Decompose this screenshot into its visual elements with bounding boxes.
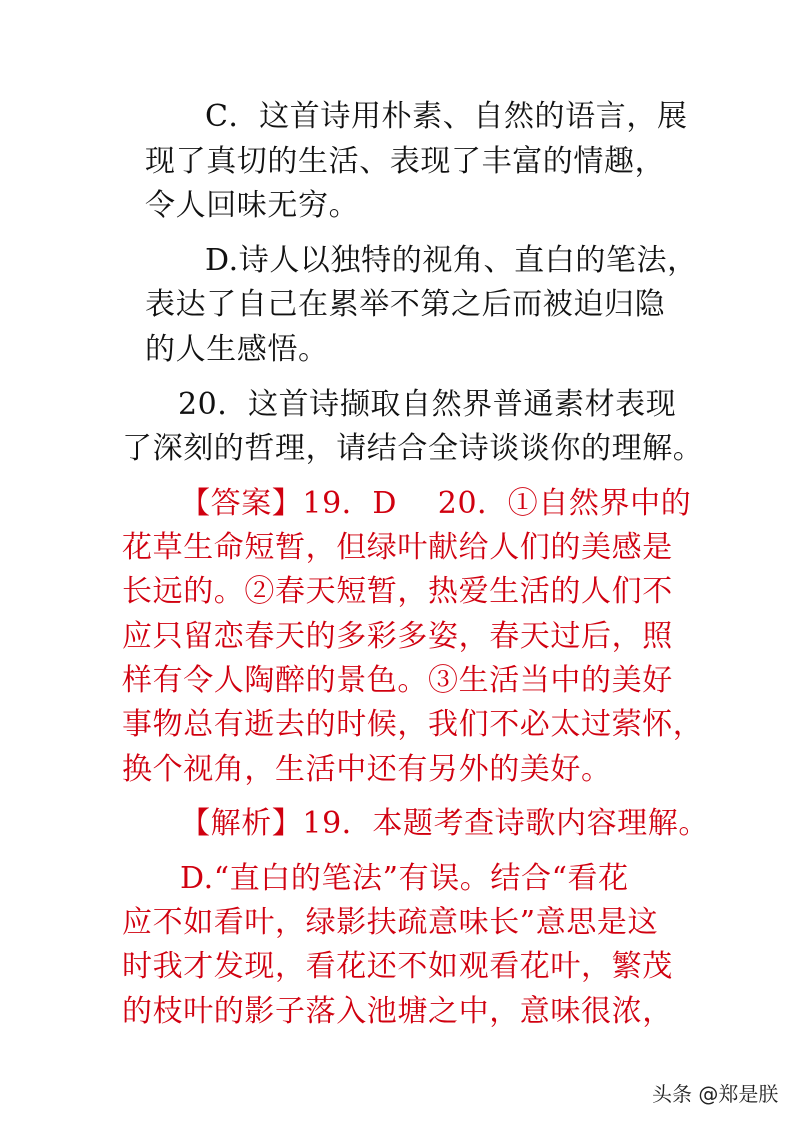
option-c-line-3: 令人回味无穷。 xyxy=(145,188,360,223)
question-20-line-2: 了深刻的哲理，请结合全诗谈谈你的理解。 xyxy=(122,431,704,466)
option-d-line-2: 表达了自己在累举不第之后而被迫归隐 xyxy=(145,287,666,322)
analysis-line-4: 的枝叶的影子落入池塘之中，意味很浓， xyxy=(122,994,673,1029)
question-20-line-1: 20．这首诗撷取自然界普通素材表现 xyxy=(178,387,677,422)
answer-line-7: 换个视角，生活中还有另外的美好。 xyxy=(122,752,612,787)
option-c-line-1: C．这首诗用朴素、自然的语言，展 xyxy=(205,99,688,134)
option-d-line-1: D.诗人以独特的视角、直白的笔法， xyxy=(205,243,698,278)
answer-line-6: 事物总有逝去的时候，我们不必太过萦怀， xyxy=(122,707,704,742)
option-d-line-3: 的人生感悟。 xyxy=(145,332,329,367)
analysis-heading: 【解析】19．本题考查诗歌内容理解。 xyxy=(180,806,709,841)
watermark-text: 头条 @郑是朕 xyxy=(652,1082,779,1106)
answer-line-2: 花草生命短暂，但绿叶献给人们的美感是 xyxy=(122,530,673,565)
answer-line-5: 样有令人陶醉的景色。③生活当中的美好 xyxy=(122,663,673,698)
answer-line-4: 应只留恋春天的多彩多姿，春天过后，照 xyxy=(122,619,673,654)
analysis-line-1: D.“直白的笔法”有误。结合“看花 xyxy=(180,861,629,896)
analysis-line-3: 时我才发现，看花还不如观看花叶，繁茂 xyxy=(122,949,673,984)
answer-line-1: 【答案】19．D 20．①自然界中的 xyxy=(180,486,692,521)
answer-line-3: 长远的。②春天短暂，热爱生活的人们不 xyxy=(122,574,673,609)
option-c-line-2: 现了真切的生活、表现了丰富的情趣， xyxy=(145,144,666,179)
analysis-line-2: 应不如看叶，绿影扶疏意味长”意思是这 xyxy=(122,905,659,940)
